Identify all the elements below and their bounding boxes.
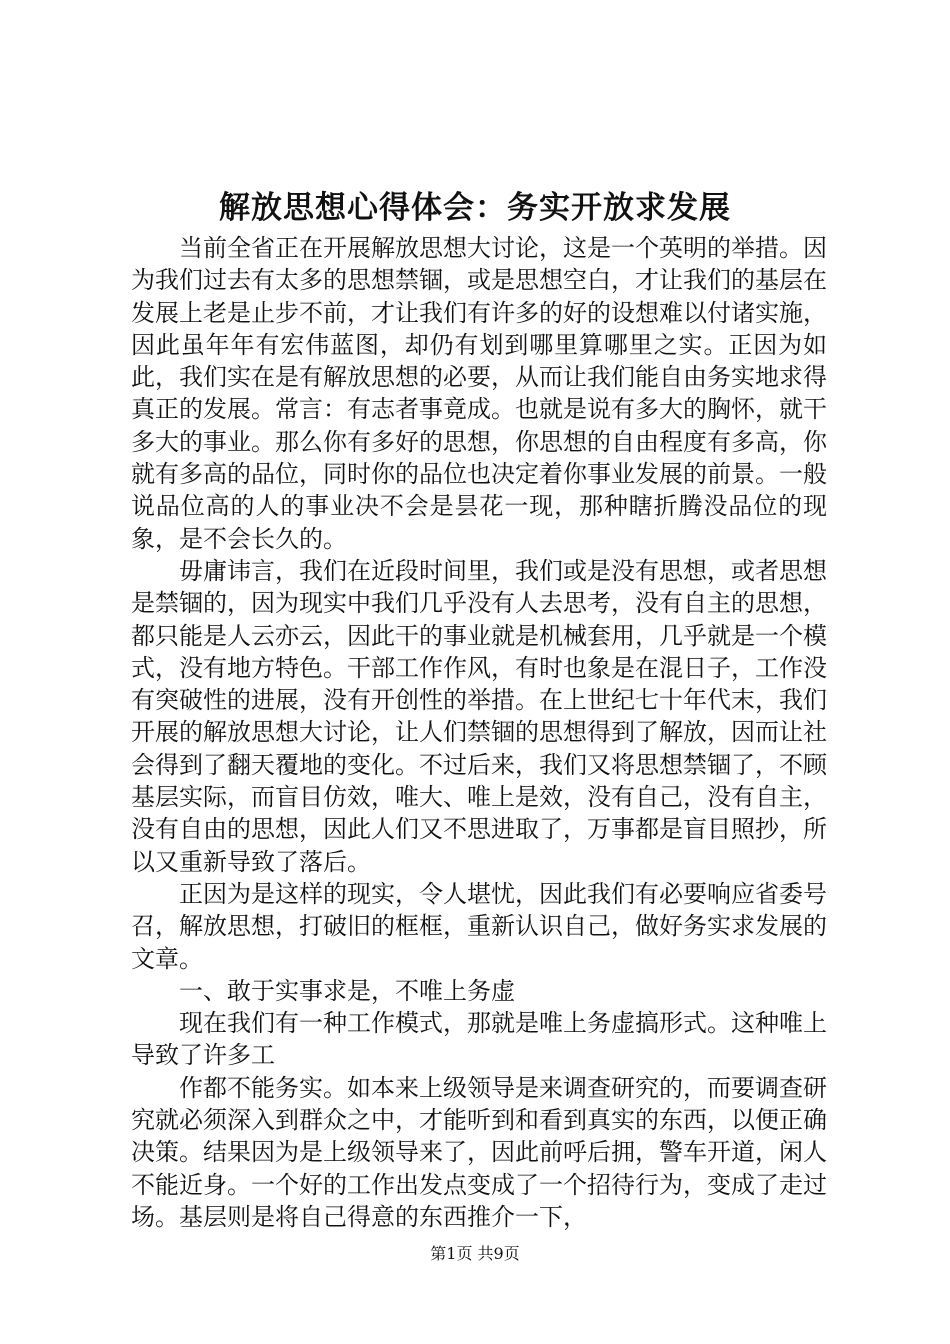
paragraph: 作都不能务实。如本来上级领导是来调查研究的，而要调查研究就必须深入到群众之中，才能听到和看到真实的东西，以便正确决策。结果因为是上级领导来了，因此前呼后拥，警车开道，闲人不能近身。一个好的工作出发点变成了一个招待行为，变成了走过场。基层则是将自己得意的东西推介一下， [131,1073,827,1231]
page-footer: 第1页 共9页 [430,1244,520,1263]
paragraph: 毋庸讳言，我们在近段时间里，我们或是没有思想，或者思想是禁锢的，因为现实中我们几乎没有人去思考，没有自主的思想，都只能是人云亦云，因此干的事业就是机械套用，几乎就是一个模式，没有地方特色。干部工作作风，有时也象是在混日子，工作没有突破性的进展，没有开创性的举措。在上世纪七十年代末，我们开展的解放思想大讨论，让人们禁锢的思想得到了解放，因而让社会得到了翻天覆地的变化。不过后来，我们又将思想禁锢了，不顾基层实际，而盲目仿效，唯大、唯上是效，没有自己，没有自主，没有自由的思想，因此人们又不思进取了，万事都是盲目照抄，所以又重新导致了落后。 [131,556,827,876]
document-body [131,232,827,1233]
document-title: 解放思想心得体会：务实开放求发展 [219,190,731,226]
section-heading: 一、敢于实事求是，不唯上务虚 [179,976,515,1005]
paragraph: 正因为是这样的现实，令人堪忧，因此我们有必要响应省委号召，解放思想，打破旧的框框，重新认识自己，做好务实求发展的文章。 [131,879,827,973]
paragraph: 现在我们有一种工作模式，那就是唯上务虚搞形式。这种唯上导致了许多工 [131,1009,827,1070]
paragraph: 当前全省正在开展解放思想大讨论，这是一个英明的举措。因为我们过去有太多的思想禁锢，或是思想空白，才让我们的基层在发展上老是止步不前，才让我们有许多的好的设想难以付诸实施，因此虽年年有宏伟蓝图，却仍有划到哪里算哪里之实。正因为如此，我们实在是有解放思想的必要，从而让我们能自由务实地求得真正的发展。常言：有志者事竟成。也就是说有多大的胸怀，就干多大的事业。那么你有多好的思想，你思想的自由程度有多高，你就有多高的品位，同时你的品位也决定着你事业发展的前景。一般说品位高的人的事业决不会是昙花一现，那种瞎折腾没品位的现象，是不会长久的。 [131,234,827,553]
